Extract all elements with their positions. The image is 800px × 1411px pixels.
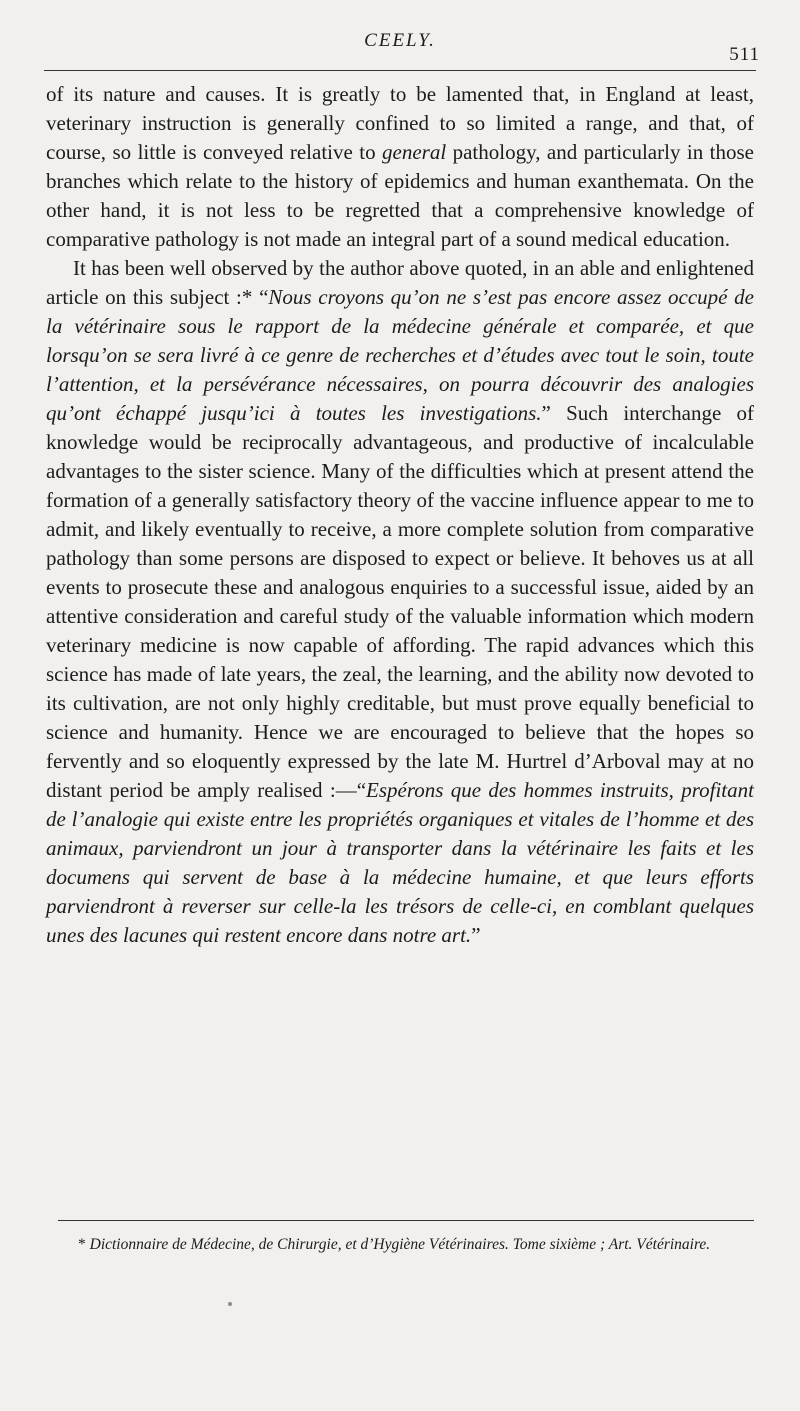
footnote-marker: *: [78, 1236, 86, 1253]
page-header: [40, 28, 760, 68]
paragraph-1-emphasis: general: [382, 140, 447, 164]
running-head: CEELY.: [364, 30, 436, 51]
paper-speck: [228, 1302, 232, 1306]
footnote: [58, 1234, 758, 1255]
body-text: [46, 80, 754, 950]
paragraph-2-text-after: ” Such interchange of knowledge would be reciprocally advantageous, and productive of incalculable advantages to the sister science. Many of the difficulties which at present attend the formation of a generally satisfactory theory of the vaccine influence appear to me to admit, and likely eventually to receive, a more complete solution from comparative pathology than some persons are disposed to expect or believe. It behoves us at all events to prosecute these and analogous enquiries to a successful issue, aided by an attentive consideration and careful study of the valuable information which modern veterinary medicine is now capable of affording. The rapid advances which this science has made of late years, the zeal, the learning, and the ability now devoted to its cultivation, are not only highly creditable, but must prove equally beneficial to science and humanity. Hence we are encouraged to believe that the hopes so fervently and so eloquently expressed by the late M. Hurtrel d’Arboval may at no distant period be amply realised :—“: [46, 401, 754, 802]
footnote-text: Dictionnaire de Médecine, de Chirurgie, et d’Hygiène Vétérinaires. Tome sixième ; Art. Vétérinaire.: [89, 1236, 711, 1253]
header-rule: [44, 70, 756, 71]
paragraph-2: [46, 254, 754, 950]
quote-close: ”: [471, 923, 481, 947]
page-number: 511: [729, 44, 760, 65]
french-quotation-1: Nous croyons qu’on ne s’est pas encore assez occupé de la vétérinaire sous le rapport de la médecine générale et comparée, et que lorsqu’on se sera livré à ce genre de recherches et d’études avec tout le soin, toute l’attention, et la persévérance nécessaires, on pourra découvrir des analogies qu’ont échappé jusqu’ici à toutes les investigations.: [46, 285, 754, 425]
footnote-reference: *: [241, 285, 253, 309]
quote-open: “: [252, 285, 269, 309]
paragraph-2-text: It has been well observed by the author above quoted, in an able and enlightened article on this subject :: [46, 256, 754, 309]
paragraph-1-text: of its nature and causes. It is greatly to be lamented that, in England at least, veterinary instruction is generally confined to so limited a range, and that, of course, so little is conveyed relative to: [46, 82, 754, 164]
footnote-rule: [58, 1220, 754, 1221]
french-quotation-2: Espérons que des hommes instruits, profitant de l’analogie qui existe entre les propriétés organiques et vitales de l’homme et des animaux, parviendront un jour à transporter dans la vétérinaire les faits et les documens qui servent de base à la médecine humaine, et que leurs efforts parviendront à reverser sur celle-la les trésors de celle-ci, en comblant quelques unes des lacunes qui restent encore dans notre art.: [46, 778, 754, 947]
paragraph-1: [46, 80, 754, 254]
paragraph-1-text-after: pathology, and particularly in those branches which relate to the history of epidemics and human exanthemata. On the other hand, it is not less to be regretted that a comprehensive knowledge of comparative pathology is not made an integral part of a sound medical education.: [46, 140, 754, 251]
